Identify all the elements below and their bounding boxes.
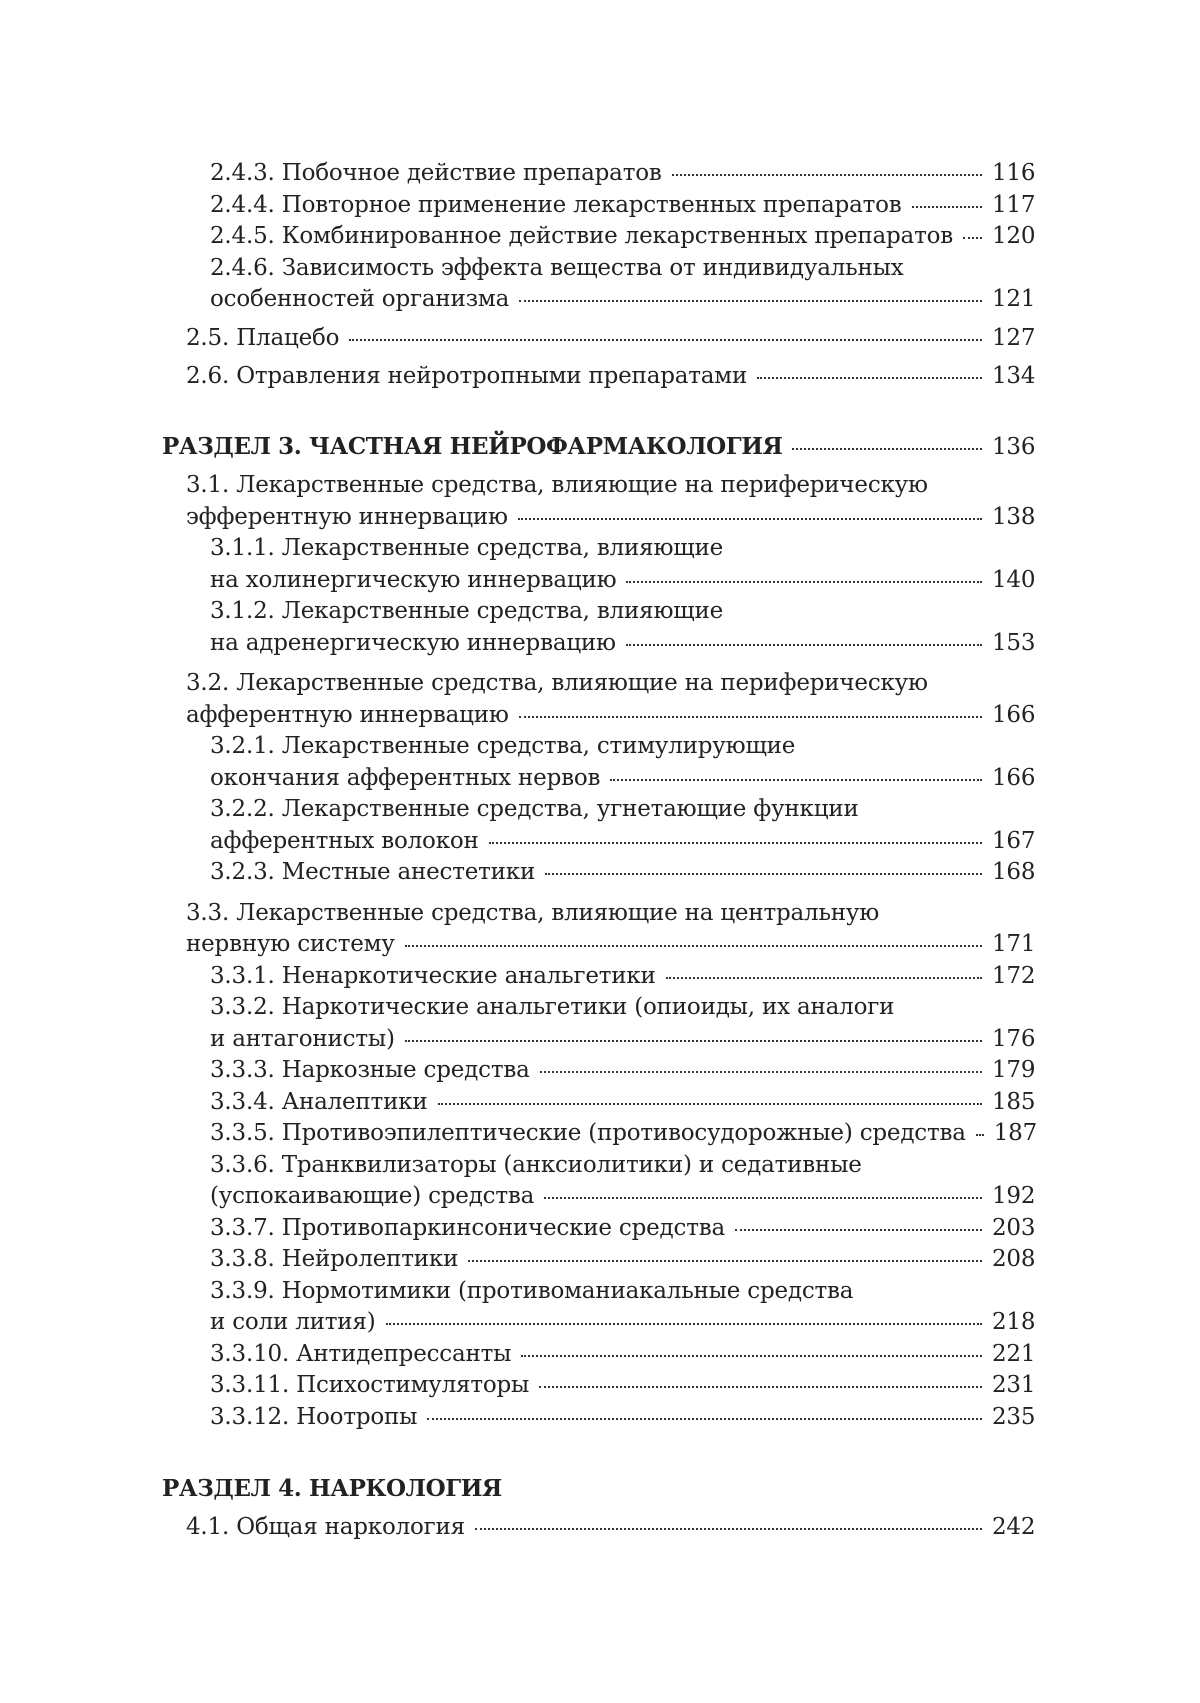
toc-entry-title: 3.3.12. Ноотропы bbox=[210, 1403, 418, 1430]
toc-entry bbox=[162, 190, 1034, 222]
toc-page-number: 176 bbox=[992, 1025, 1036, 1052]
toc-entry-title: окончания афферентных нервов bbox=[210, 764, 601, 791]
toc-entry-title-line: 3.1.1. Лекарственные средства, влияющие bbox=[210, 535, 724, 561]
dot-leader bbox=[475, 1528, 982, 1530]
toc-entry bbox=[162, 961, 1034, 993]
toc-entry-title: 3.3.11. Психостимуляторы bbox=[210, 1372, 530, 1398]
toc-entry bbox=[162, 1339, 1034, 1371]
toc-entry-title: 2.4.4. Повторное применение лекарственных препаратов bbox=[210, 191, 902, 218]
toc-entry bbox=[162, 668, 1034, 731]
toc-entry-title-line: 3.3. Лекарственные средства, влияющие на центральную bbox=[186, 899, 880, 926]
toc-entry bbox=[162, 221, 1034, 253]
toc-entry bbox=[162, 1402, 1034, 1434]
toc-entry bbox=[162, 1276, 1034, 1339]
toc-entry bbox=[162, 470, 1034, 533]
toc-entry bbox=[162, 1512, 1034, 1544]
toc-entry bbox=[162, 794, 1034, 857]
toc-entry-title: 2.4.5. Комбинированное действие лекарственных препаратов bbox=[210, 223, 953, 249]
toc-page-number: 153 bbox=[992, 629, 1036, 656]
toc-entry-title: 2.4.3. Побочное действие препаратов bbox=[210, 160, 662, 186]
toc-entry-title-line: 3.3.9. Нормотимики (противоманиакальные средства bbox=[210, 1277, 854, 1304]
dot-leader bbox=[386, 1323, 983, 1325]
toc-entry-title: 3.3.8. Нейролептики bbox=[210, 1246, 459, 1272]
toc-page-number: 218 bbox=[992, 1309, 1036, 1335]
dot-leader bbox=[540, 1071, 982, 1073]
toc-page-number: 138 bbox=[992, 503, 1036, 530]
dot-leader bbox=[519, 716, 982, 718]
toc-entry bbox=[162, 158, 1034, 190]
toc-entry-title: 3.3.5. Противоэпилептические (противосудорожные) средства bbox=[210, 1120, 966, 1146]
toc-entry bbox=[162, 323, 1034, 355]
toc-entry bbox=[162, 253, 1034, 316]
toc-entry-title: 3.3.1. Ненаркотические анальгетики bbox=[210, 962, 656, 989]
dot-leader bbox=[438, 1103, 982, 1105]
toc-section-heading bbox=[162, 431, 1034, 464]
toc-entry-title-line: 3.3.2. Наркотические анальгетики (опиоиды, их аналоги bbox=[210, 994, 895, 1020]
toc-entry bbox=[162, 992, 1034, 1055]
toc-entry bbox=[162, 1370, 1034, 1402]
toc-page-number: 179 bbox=[992, 1057, 1036, 1083]
toc-page-number: 221 bbox=[992, 1340, 1036, 1367]
dot-leader bbox=[735, 1229, 982, 1231]
toc-page-number: 117 bbox=[992, 191, 1036, 218]
toc-entry-title: на адренергическую иннервацию bbox=[210, 629, 616, 656]
toc-entry bbox=[162, 857, 1034, 889]
toc-entry bbox=[162, 361, 1034, 393]
toc-page-number: 120 bbox=[992, 223, 1036, 249]
toc-entry-title: 3.3.4. Аналептики bbox=[210, 1088, 428, 1115]
toc-page-number: 136 bbox=[992, 433, 1036, 460]
dot-leader bbox=[626, 644, 982, 646]
dot-leader bbox=[672, 174, 982, 176]
dot-leader bbox=[544, 1197, 982, 1199]
toc-page-number: 166 bbox=[992, 701, 1036, 728]
toc-entry-title: 2.5. Плацебо bbox=[186, 324, 340, 351]
toc-entry-title: нервную систему bbox=[186, 931, 395, 957]
toc-entry bbox=[162, 533, 1034, 596]
toc-page-number: 127 bbox=[992, 324, 1036, 351]
toc-page-number: 231 bbox=[992, 1372, 1036, 1398]
toc-entry bbox=[162, 1244, 1034, 1276]
toc-entry-title-line: 3.1. Лекарственные средства, влияющие на периферическую bbox=[186, 472, 928, 498]
toc-entry-title-line: 3.3.6. Транквилизаторы (анксиолитики) и седативные bbox=[210, 1151, 862, 1178]
toc-entry-title: афферентную иннервацию bbox=[186, 701, 509, 728]
toc-entry-title: особенностей организма bbox=[210, 286, 510, 312]
toc-entry-title-line: 2.4.6. Зависимость эффекта вещества от индивидуальных bbox=[210, 254, 904, 281]
toc-page-number: 168 bbox=[992, 859, 1036, 885]
toc-entry-title-line: 3.2. Лекарственные средства, влияющие на периферическую bbox=[186, 670, 928, 696]
dot-leader bbox=[626, 581, 982, 583]
toc-section-heading bbox=[162, 1473, 1034, 1505]
dot-leader bbox=[545, 873, 982, 875]
dot-leader bbox=[792, 448, 982, 450]
toc-entry-title: 3.2.3. Местные анестетики bbox=[210, 859, 536, 885]
toc-entry-title-line: 3.2.1. Лекарственные средства, стимулирующие bbox=[210, 733, 796, 759]
toc-entry-title: РАЗДЕЛ 4. НАРКОЛОГИЯ bbox=[162, 1475, 502, 1502]
dot-leader bbox=[489, 842, 982, 844]
toc-page-number: 242 bbox=[992, 1513, 1036, 1540]
toc-page-number: 172 bbox=[992, 962, 1036, 989]
dot-leader bbox=[405, 945, 982, 947]
toc-page-number: 167 bbox=[992, 827, 1036, 854]
dot-leader bbox=[518, 518, 982, 520]
toc-page-number: 121 bbox=[992, 286, 1036, 312]
toc-entry-title: 3.3.3. Наркозные средства bbox=[210, 1057, 530, 1083]
toc-page-number: 116 bbox=[992, 160, 1036, 186]
toc-entry-title-line: 3.2.2. Лекарственные средства, угнетающие функции bbox=[210, 796, 859, 822]
toc-entry bbox=[162, 1087, 1034, 1119]
toc-entry bbox=[162, 1150, 1034, 1213]
toc-entry bbox=[162, 731, 1034, 794]
dot-leader bbox=[349, 339, 982, 341]
toc-page-number: 166 bbox=[992, 764, 1036, 791]
toc-page-number: 140 bbox=[992, 566, 1036, 593]
toc-page-number: 235 bbox=[992, 1403, 1036, 1430]
toc-page-number: 134 bbox=[992, 363, 1036, 389]
toc-entry-title: афферентных волокон bbox=[210, 827, 479, 854]
toc-page-number: 185 bbox=[992, 1088, 1036, 1115]
dot-leader bbox=[468, 1260, 982, 1262]
toc-entry-title: и антагонисты) bbox=[210, 1025, 395, 1052]
toc-entry bbox=[162, 1213, 1034, 1245]
toc-entry bbox=[162, 1118, 1038, 1150]
toc-entry-title: на холинергическую иннервацию bbox=[210, 566, 617, 593]
toc-entry bbox=[162, 1055, 1034, 1087]
dot-leader bbox=[757, 377, 982, 379]
toc-entry-title: РАЗДЕЛ 3. ЧАСТНАЯ НЕЙРОФАРМАКОЛОГИЯ bbox=[162, 432, 783, 460]
dot-leader bbox=[519, 300, 982, 302]
dot-leader bbox=[521, 1355, 982, 1357]
dot-leader bbox=[666, 977, 982, 979]
dot-leader bbox=[427, 1418, 982, 1420]
toc-entry-title: 2.6. Отравления нейротропными препаратами bbox=[186, 363, 748, 389]
dot-leader bbox=[539, 1386, 982, 1388]
dot-leader bbox=[405, 1040, 982, 1042]
toc-entry-title: (успокаивающие) средства bbox=[210, 1183, 535, 1209]
toc-page-number: 187 bbox=[993, 1120, 1038, 1146]
toc-entry-title-line: 3.1.2. Лекарственные средства, влияющие bbox=[210, 598, 724, 624]
table-of-contents bbox=[162, 158, 1038, 1543]
dot-leader bbox=[963, 237, 982, 239]
dot-leader bbox=[912, 206, 982, 208]
toc-entry-title: и соли лития) bbox=[210, 1309, 376, 1335]
toc-page-number: 192 bbox=[992, 1183, 1036, 1209]
toc-entry bbox=[162, 596, 1034, 659]
toc-page-number: 203 bbox=[992, 1214, 1036, 1241]
toc-entry bbox=[162, 898, 1034, 961]
dot-leader bbox=[610, 779, 982, 781]
toc-entry-title: 3.3.10. Антидепрессанты bbox=[210, 1340, 512, 1367]
toc-entry-title: эфферентную иннервацию bbox=[186, 503, 508, 530]
toc-page-number: 171 bbox=[992, 931, 1036, 957]
toc-entry-title: 4.1. Общая наркология bbox=[186, 1513, 465, 1540]
toc-entry-title: 3.3.7. Противопаркинсонические средства bbox=[210, 1214, 725, 1241]
dot-leader bbox=[976, 1134, 984, 1136]
toc-page-number: 208 bbox=[992, 1246, 1036, 1272]
